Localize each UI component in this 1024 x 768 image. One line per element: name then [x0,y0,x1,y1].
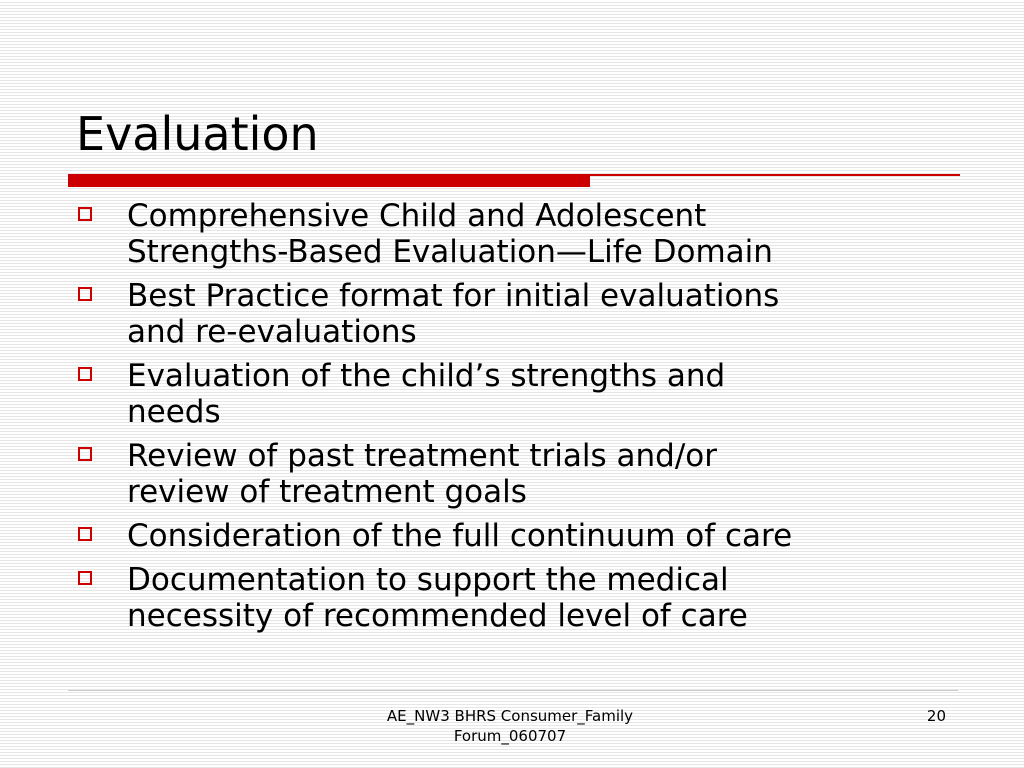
title-underline-thin [590,174,960,176]
footer-rule [68,690,958,691]
hollow-square-icon [78,367,92,381]
hollow-square-icon [78,527,92,541]
bullet-line: necessity of recommended level of care [127,598,748,634]
bullet-item [76,562,956,634]
footer-line: AE_NW3 BHRS Consumer_Family [386,707,634,725]
footer-text [330,706,690,746]
bullet-line: Review of past treatment trials and/or [127,438,717,474]
bullet-item [76,518,956,554]
bullet-line: needs [127,394,221,430]
bullet-line: Evaluation of the child’s strengths and [127,358,726,394]
title-underline-thick [68,174,590,187]
bullet-line: Consideration of the full continuum of care [127,518,793,554]
bullet-line: Strengths-Based Evaluation—Life Domain [127,234,773,270]
slide-title: Evaluation [76,107,319,161]
hollow-square-icon [78,447,92,461]
bullet-line: review of treatment goals [127,474,527,510]
footer-line: Forum_060707 [453,727,567,745]
bullet-item [76,198,956,270]
hollow-square-icon [78,207,92,221]
title-underline-rule [68,174,960,188]
bullet-item [76,358,956,430]
bullet-item [76,278,956,350]
hollow-square-icon [78,571,92,585]
bullet-item [76,438,956,510]
bullet-line: Comprehensive Child and Adolescent [127,198,707,234]
hollow-square-icon [78,287,92,301]
bullet-line: and re-evaluations [127,314,417,350]
bullet-line: Documentation to support the medical [127,562,729,598]
bullet-line: Best Practice format for initial evaluations [127,278,780,314]
page-number: 20 [926,707,946,725]
bullet-list [76,198,956,642]
